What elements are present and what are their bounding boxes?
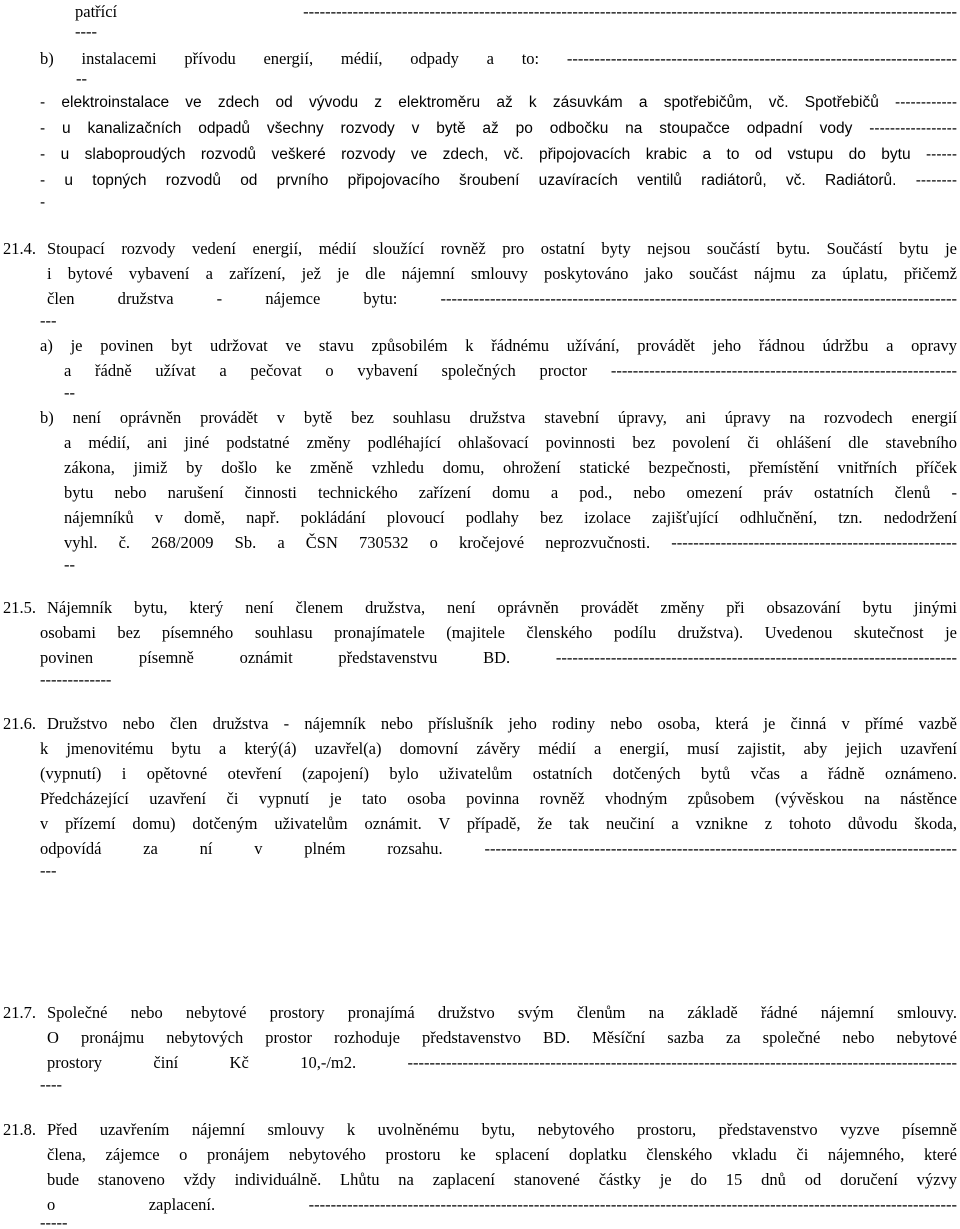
text-line: i bytové vybavení a zařízení, jež je dle nájemní smlouvy poskytováno jako součást nájmu za úplatu, přičemž bbox=[47, 264, 957, 283]
text-line: - bbox=[40, 194, 46, 211]
text-line: --- bbox=[40, 861, 57, 880]
section-number: 21.7. bbox=[3, 1003, 36, 1022]
text-line: -- bbox=[64, 555, 75, 574]
text-line: a médií, ani jiné podstatné změny podléhající ohlašovací povinnosti bez povolení či ohlášení dle stavebního bbox=[64, 433, 957, 452]
section-number: 21.4. bbox=[3, 239, 36, 258]
text-line: -- bbox=[64, 383, 75, 402]
text-line: vyhl. č. 268/2009 Sb. a ČSN 730532 o kročejové neprozvučnosti. ---------------------------------------------------- bbox=[64, 533, 957, 552]
text-line: nájemníků v domě, např. pokládání plovoucí podlahy bez izolace zajišťující odhlučnění, tzn. nedodržení bbox=[64, 508, 957, 527]
text-line: Nájemník bytu, který není členem družstva, není oprávněn provádět změny při obsazování bytu jinými bbox=[47, 598, 957, 617]
text-line: Předcházející uzavření či vypnutí je tato osoba povinna rovněž vhodným způsobem (vývěskou na nástěnce bbox=[40, 789, 957, 808]
list-item: - u kanalizačních odpadů všechny rozvody v bytě až po odbočku na stoupačce odpadní vody ----------------- bbox=[40, 120, 957, 137]
text-line: patřící ----------------------------------------------------------------------------------------------------------------------- bbox=[75, 2, 957, 21]
text-line: odpovídá za ní v plném rozsahu. -------------------------------------------------------------------------------------- bbox=[40, 839, 957, 858]
text-line: v přízemí domu) dotčeným uživatelům oznámit. V případě, že tak neučiní a vznikne z tohoto důvodu škoda, bbox=[40, 814, 957, 833]
text-line: bytu nebo narušení činnosti technického zařízení domu a pod., nebo omezení práv ostatních členů - bbox=[64, 483, 957, 502]
text-line: prostory činí Kč 10,-/m2. ---------------------------------------------------------------------------------------------------- bbox=[47, 1053, 957, 1072]
text-line: (vypnutí) i opětovné otevření (zapojení) bylo uživatelům ostatních dotčených bytů včas a řádně oznámeno. bbox=[40, 764, 957, 783]
text-line: o zaplacení. ---------------------------------------------------------------------------------------------------------------------- bbox=[47, 1195, 957, 1214]
text-line: Stoupací rozvody vedení energií, médií sloužící rovněž pro ostatní byty nejsou součástí bytu. Součástí bytu je bbox=[47, 239, 957, 258]
text-line: zákona, jimiž by došlo ke změně vzhledu domu, ohrožení statické bezpečnosti, přemístění vnitřních příček bbox=[64, 458, 957, 477]
list-item: - u slaboproudých rozvodů veškeré rozvody ve zdech, vč. připojovacích krabic a to od vstupu do bytu ------ bbox=[40, 146, 957, 163]
list-item: - elektroinstalace ve zdech od vývodu z elektroměru až k zásuvkám a spotřebičům, vč. Spotřebičů ------------ bbox=[40, 94, 957, 111]
text-line: ----- bbox=[40, 1213, 68, 1229]
text-line: --- bbox=[40, 311, 57, 330]
section-number: 21.8. bbox=[3, 1120, 36, 1139]
text-line: b) není oprávněn provádět v bytě bez souhlasu družstva stavební úpravy, ani úpravy na rozvodech energií bbox=[40, 408, 957, 427]
text-line: a řádně užívat a pečovat o vybavení společných proctor --------------------------------------------------------------- bbox=[64, 361, 957, 380]
list-item: - u topných rozvodů od prvního připojovacího šroubení uzavíracích ventilů radiátorů, vč. Radiátorů. -------- bbox=[40, 172, 957, 189]
text-line: -- bbox=[76, 69, 87, 88]
text-line: k jmenovitému bytu a který(á) uzavřel(a) domovní závěry médií a energií, musí zajistit, aby jejich uzavření bbox=[40, 739, 957, 758]
text-line: ---- bbox=[75, 22, 97, 41]
text-line: člen družstva - nájemce bytu: ---------------------------------------------------------------------------------------------- bbox=[47, 289, 957, 308]
text-line: a) je povinen byt udržovat ve stavu způsobilém k řádnému užívání, provádět jeho řádnou údržbu a opravy bbox=[40, 336, 957, 355]
text-line: osobami bez písemného souhlasu pronajímatele (majitele členského podílu družstva). Uvedenou skutečnost je bbox=[40, 623, 957, 642]
text-line: člena, zájemce o pronájem nebytového prostoru ke splacení doplatku členského vkladu či nájemného, které bbox=[47, 1145, 957, 1164]
text-line: Před uzavřením nájemní smlouvy k uvolněnému bytu, nebytového prostoru, představenstvo vyzve písemně bbox=[47, 1120, 957, 1139]
section-number: 21.6. bbox=[3, 714, 36, 733]
text-line: Společné nebo nebytové prostory pronajímá družstvo svým členům na základě řádné nájemní smlouvy. bbox=[47, 1003, 957, 1022]
text-line: povinen písemně oznámit představenstvu BD. ------------------------------------------------------------------------- bbox=[40, 648, 957, 667]
text-line: O pronájmu nebytových prostor rozhoduje představenstvo BD. Měsíční sazba za společné nebo nebytové bbox=[47, 1028, 957, 1047]
text-line: Družstvo nebo člen družstva - nájemník nebo příslušník jeho rodiny nebo osoba, která je činná v přímé vazbě bbox=[47, 714, 957, 733]
section-number: 21.5. bbox=[3, 598, 36, 617]
text-line: ------------- bbox=[40, 670, 112, 689]
text-line: bude stanoveno vždy individuálně. Lhůtu na zaplacení stanovené částky je do 15 dnů od doručení výzvy bbox=[47, 1170, 957, 1189]
text-line: b) instalacemi přívodu energií, médií, odpady a to: ----------------------------------------------------------------------- bbox=[40, 49, 957, 68]
text-line: ---- bbox=[40, 1075, 62, 1094]
